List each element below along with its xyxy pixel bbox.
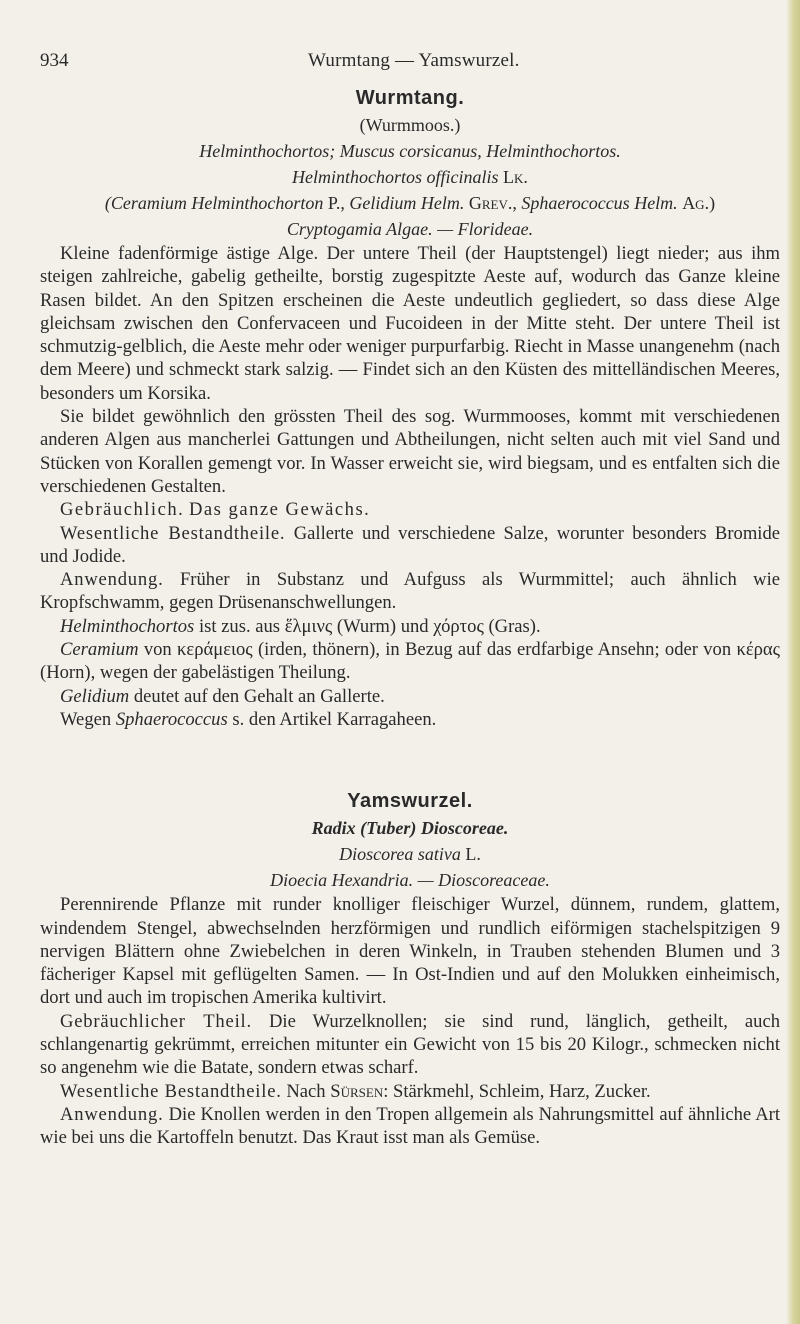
article-yamswurzel [40,787,780,1149]
used-part-paragraph [40,1010,780,1080]
section-label: Anwendung. [60,1103,164,1125]
greek-word: κεράμειος [177,639,253,661]
description-paragraph: Perennirende Pflanze mit runder knolliger fleischiger Wurzel, dünnem, rundem, glattem, windendem Stengel, abwechselnden herzförmigen und rundlich eiförmigen stachelspitzigen 9 nervigen Blättern ohne Zwiebelchen in deren Winkeln, in Trauben stehenden Blumen und 3 fächeriger Kapsel mit geflügelten Samen. — In Ost-Indien und auf den Molukken einheimisch, dort und auch im tropischen Amerika kultivirt. [40,894,780,1009]
page-number: 934 [40,50,69,71]
etymology-term: Helminthochortos [60,615,195,637]
section-text: Die Knollen werden in den Tropen allgemein als Nahrungsmittel auf ähnliche Art wie bei uns die Kartoffeln benutzt. Das Kraut isst man als Gemüse. [40,1103,780,1149]
species-name: Dioscorea sativa [339,844,461,865]
official-name: Helminthochortos officinalis [292,167,499,187]
reference-text: Wegen [60,708,112,730]
etymology-paragraph [40,615,780,638]
running-title: Wurmtang — Yamswurzel. [308,50,520,71]
synonym-author-p: P., [327,193,345,213]
article-title: Wurmtang. [355,87,465,109]
reference-term: Sphaerococcus [115,708,228,730]
usage-paragraph [40,568,780,615]
synonym-gelidium: Gelidium Helm. [349,193,465,213]
etymology-text: (Gras). [488,615,541,637]
etymology-term: Gelidium [60,685,130,707]
greek-word: ἕλμινς [284,615,333,637]
drug-name-line: Radix (Tuber) Dioscoreae. [311,818,509,839]
constituents-paragraph [40,1080,780,1103]
classification-line: Cryptogamia Algae. — Florideae. [286,219,534,239]
section-text: Die Wurzelknollen; sie sind rund, länglich, getheilt, auch schlangenartig gekrümmt, erreichen mitunter ein Gewicht von 15 bis 20 Kilogr., schmecken nicht so angenehm wie die Batate, sondern etwas scharf. [40,1010,780,1079]
occurrence-paragraph: Sie bildet gewöhnlich den grössten Theil des sog. Wurmmooses, kommt mit verschiedenen anderen Algen aus mancherlei Gattungen und Abtheilungen, nicht selten auch mit viel Sand und Stücken von Korallen gemengt vor. In Wasser erweicht sie, wird biegsam, und es entfalten sich die verschiedenen Gestalten. [40,406,780,497]
synonym-sphaerococcus: Sphaerococcus Helm. [521,193,678,213]
section-label: Wesentliche Bestandtheile. [60,1080,282,1102]
etymology-text: (irden, thönern), in Bezug auf das erdfarbige Ansehn; oder von [257,639,732,661]
reference-text: s. den Artikel Karragaheen. [232,708,437,730]
synonym-author-grev: Grev., [468,193,517,213]
synonym-ceramium: (Ceramium Helminthochorton [104,193,324,213]
section-text: Stärkmehl, Schleim, Harz, Zucker. [393,1080,651,1102]
official-name-line [40,164,780,190]
classification-line: Dioecia Hexandria. — Dioscoreaceae. [270,870,550,891]
etymology-text: deutet auf den Gehalt an Gallerte. [133,685,385,707]
page-edge-shadow [786,0,800,1324]
greek-word: κέρας [736,639,781,661]
etymology-text: (Horn), wegen der gabelästigen Theilung. [40,662,351,684]
author-name: Sürsen: [330,1080,389,1102]
section-label: Wesentliche Bestandtheile. [60,522,286,544]
article-synonym: (Wurmmoos.) [359,115,461,135]
official-name-author: Lk. [503,167,528,187]
description-paragraph: Kleine fadenförmige ästige Alge. Der untere Theil (der Hauptstengel) liegt nieder; aus ihm steigen zahlreiche, gabelig getheilte, borstig zugespitzte Aeste auf, wodurch das Ganze kleine Rasen bildet. An den Spitzen erscheinen die Aeste undeutlich gegliedert, so dass diese Alge gleichsam zwischen den Confervaceen und Fucoideen in der Mitte steht. Der untere Theil ist schmutzig-gelblich, die Aeste mehr oder weniger purpurfarbig. Riecht in Masse unangenehm (nach dem Meere) und schmeckt stark salzig. — Findet sich an den Küsten des mittelländischen Meeres, besonders um Korsika. [40,243,780,404]
section-text: Gallerte und verschiedene Salze, worunter besonders Bromide und Jodide. [40,522,780,567]
used-part-paragraph [40,498,780,521]
section-text: Das ganze Gewächs. [188,499,371,521]
section-text: Früher in Substanz und Aufguss als Wurmmittel; auch ähnlich wie Kropfschwamm, gegen Drüsenanschwellungen. [40,569,780,614]
constituents-paragraph [40,522,780,569]
usage-paragraph [40,1103,780,1150]
etymology-text: (Wurm) und [336,615,429,637]
section-label: Gebräuchlicher Theil. [60,1010,252,1032]
latin-names-line: Helminthochortos; Muscus corsicanus, Helminthochortos. [199,141,621,161]
etymology-term: Ceramium [60,639,139,661]
section-label: Anwendung. [60,569,164,591]
etymology-text: ist zus. aus [198,615,281,637]
greek-word: χόρτος [433,615,484,637]
section-label: Gebräuchlich. [60,499,185,521]
article-separator [40,731,780,783]
book-page [40,50,780,1150]
species-line [40,841,780,867]
cross-reference-paragraph [40,708,780,731]
synonyms-line [40,190,780,216]
article-title: Yamswurzel. [347,790,473,813]
page-header [40,50,780,80]
etymology-paragraph [40,685,780,708]
species-author: L. [465,844,481,865]
section-text: Nach [286,1080,326,1102]
article-wurmtang [40,84,780,731]
etymology-paragraph [40,638,780,685]
synonym-author-ag: Ag.) [682,193,716,213]
etymology-text: von [143,639,172,661]
